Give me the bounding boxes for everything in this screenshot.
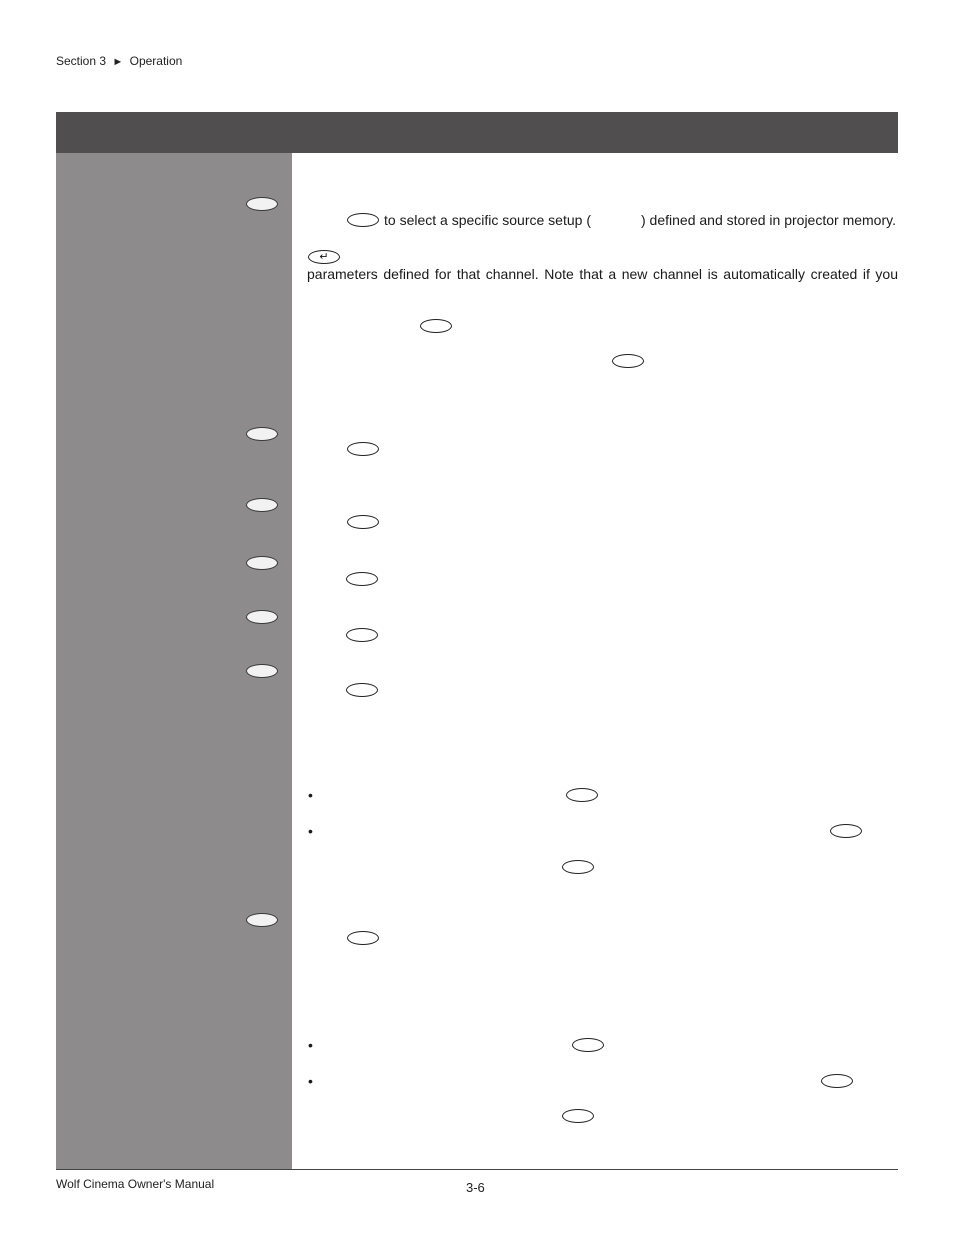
- remote-key-icon[interactable]: [566, 788, 598, 802]
- remote-key-icon[interactable]: [347, 515, 379, 529]
- remote-key-icon[interactable]: [346, 628, 378, 642]
- footer-manual-title: Wolf Cinema Owner's Manual: [56, 1177, 215, 1191]
- body-paragraph-line: parameters defined for that channel. Note that a new channel is automatically created if you: [307, 266, 898, 282]
- breadcrumb: [56, 54, 182, 68]
- sidebar-key-icon[interactable]: [246, 610, 278, 624]
- enter-arrow-icon: ↵: [319, 250, 329, 263]
- remote-key-icon[interactable]: [830, 824, 862, 838]
- remote-key-icon[interactable]: [346, 572, 378, 586]
- sidebar-column: [56, 153, 292, 1170]
- footer-divider: [56, 1169, 898, 1170]
- body-line1-end-text: ) defined and stored in projector memory.: [641, 212, 896, 228]
- bullet-dot-icon: •: [308, 787, 313, 803]
- bullet-dot-icon: •: [308, 1037, 313, 1053]
- sidebar-key-icon[interactable]: [246, 197, 278, 211]
- remote-key-icon[interactable]: [612, 354, 644, 368]
- breadcrumb-chapter: Operation: [129, 54, 183, 68]
- sidebar-key-icon[interactable]: [246, 498, 278, 512]
- remote-key-icon[interactable]: [821, 1074, 853, 1088]
- remote-key-icon[interactable]: [347, 931, 379, 945]
- sidebar-key-icon[interactable]: [246, 913, 278, 927]
- bullet-dot-icon: •: [308, 823, 313, 839]
- section-header-bar: [56, 112, 898, 153]
- body-line1-text: to select a specific source setup (: [384, 212, 591, 228]
- remote-key-icon[interactable]: [562, 1109, 594, 1123]
- remote-key-icon[interactable]: [347, 442, 379, 456]
- enter-key-icon[interactable]: [308, 250, 340, 264]
- remote-key-icon[interactable]: [562, 860, 594, 874]
- sidebar-key-icon[interactable]: [246, 664, 278, 678]
- page-number: 3-6: [466, 1180, 485, 1195]
- bullet-dot-icon: •: [308, 1073, 313, 1089]
- breadcrumb-section: Section 3: [56, 54, 107, 68]
- remote-key-icon[interactable]: [420, 319, 452, 333]
- remote-key-icon[interactable]: [572, 1038, 604, 1052]
- breadcrumb-arrow-icon: ►: [112, 56, 124, 68]
- remote-key-icon[interactable]: [347, 213, 379, 227]
- sidebar-key-icon[interactable]: [246, 427, 278, 441]
- sidebar-key-icon[interactable]: [246, 556, 278, 570]
- remote-key-icon[interactable]: [346, 683, 378, 697]
